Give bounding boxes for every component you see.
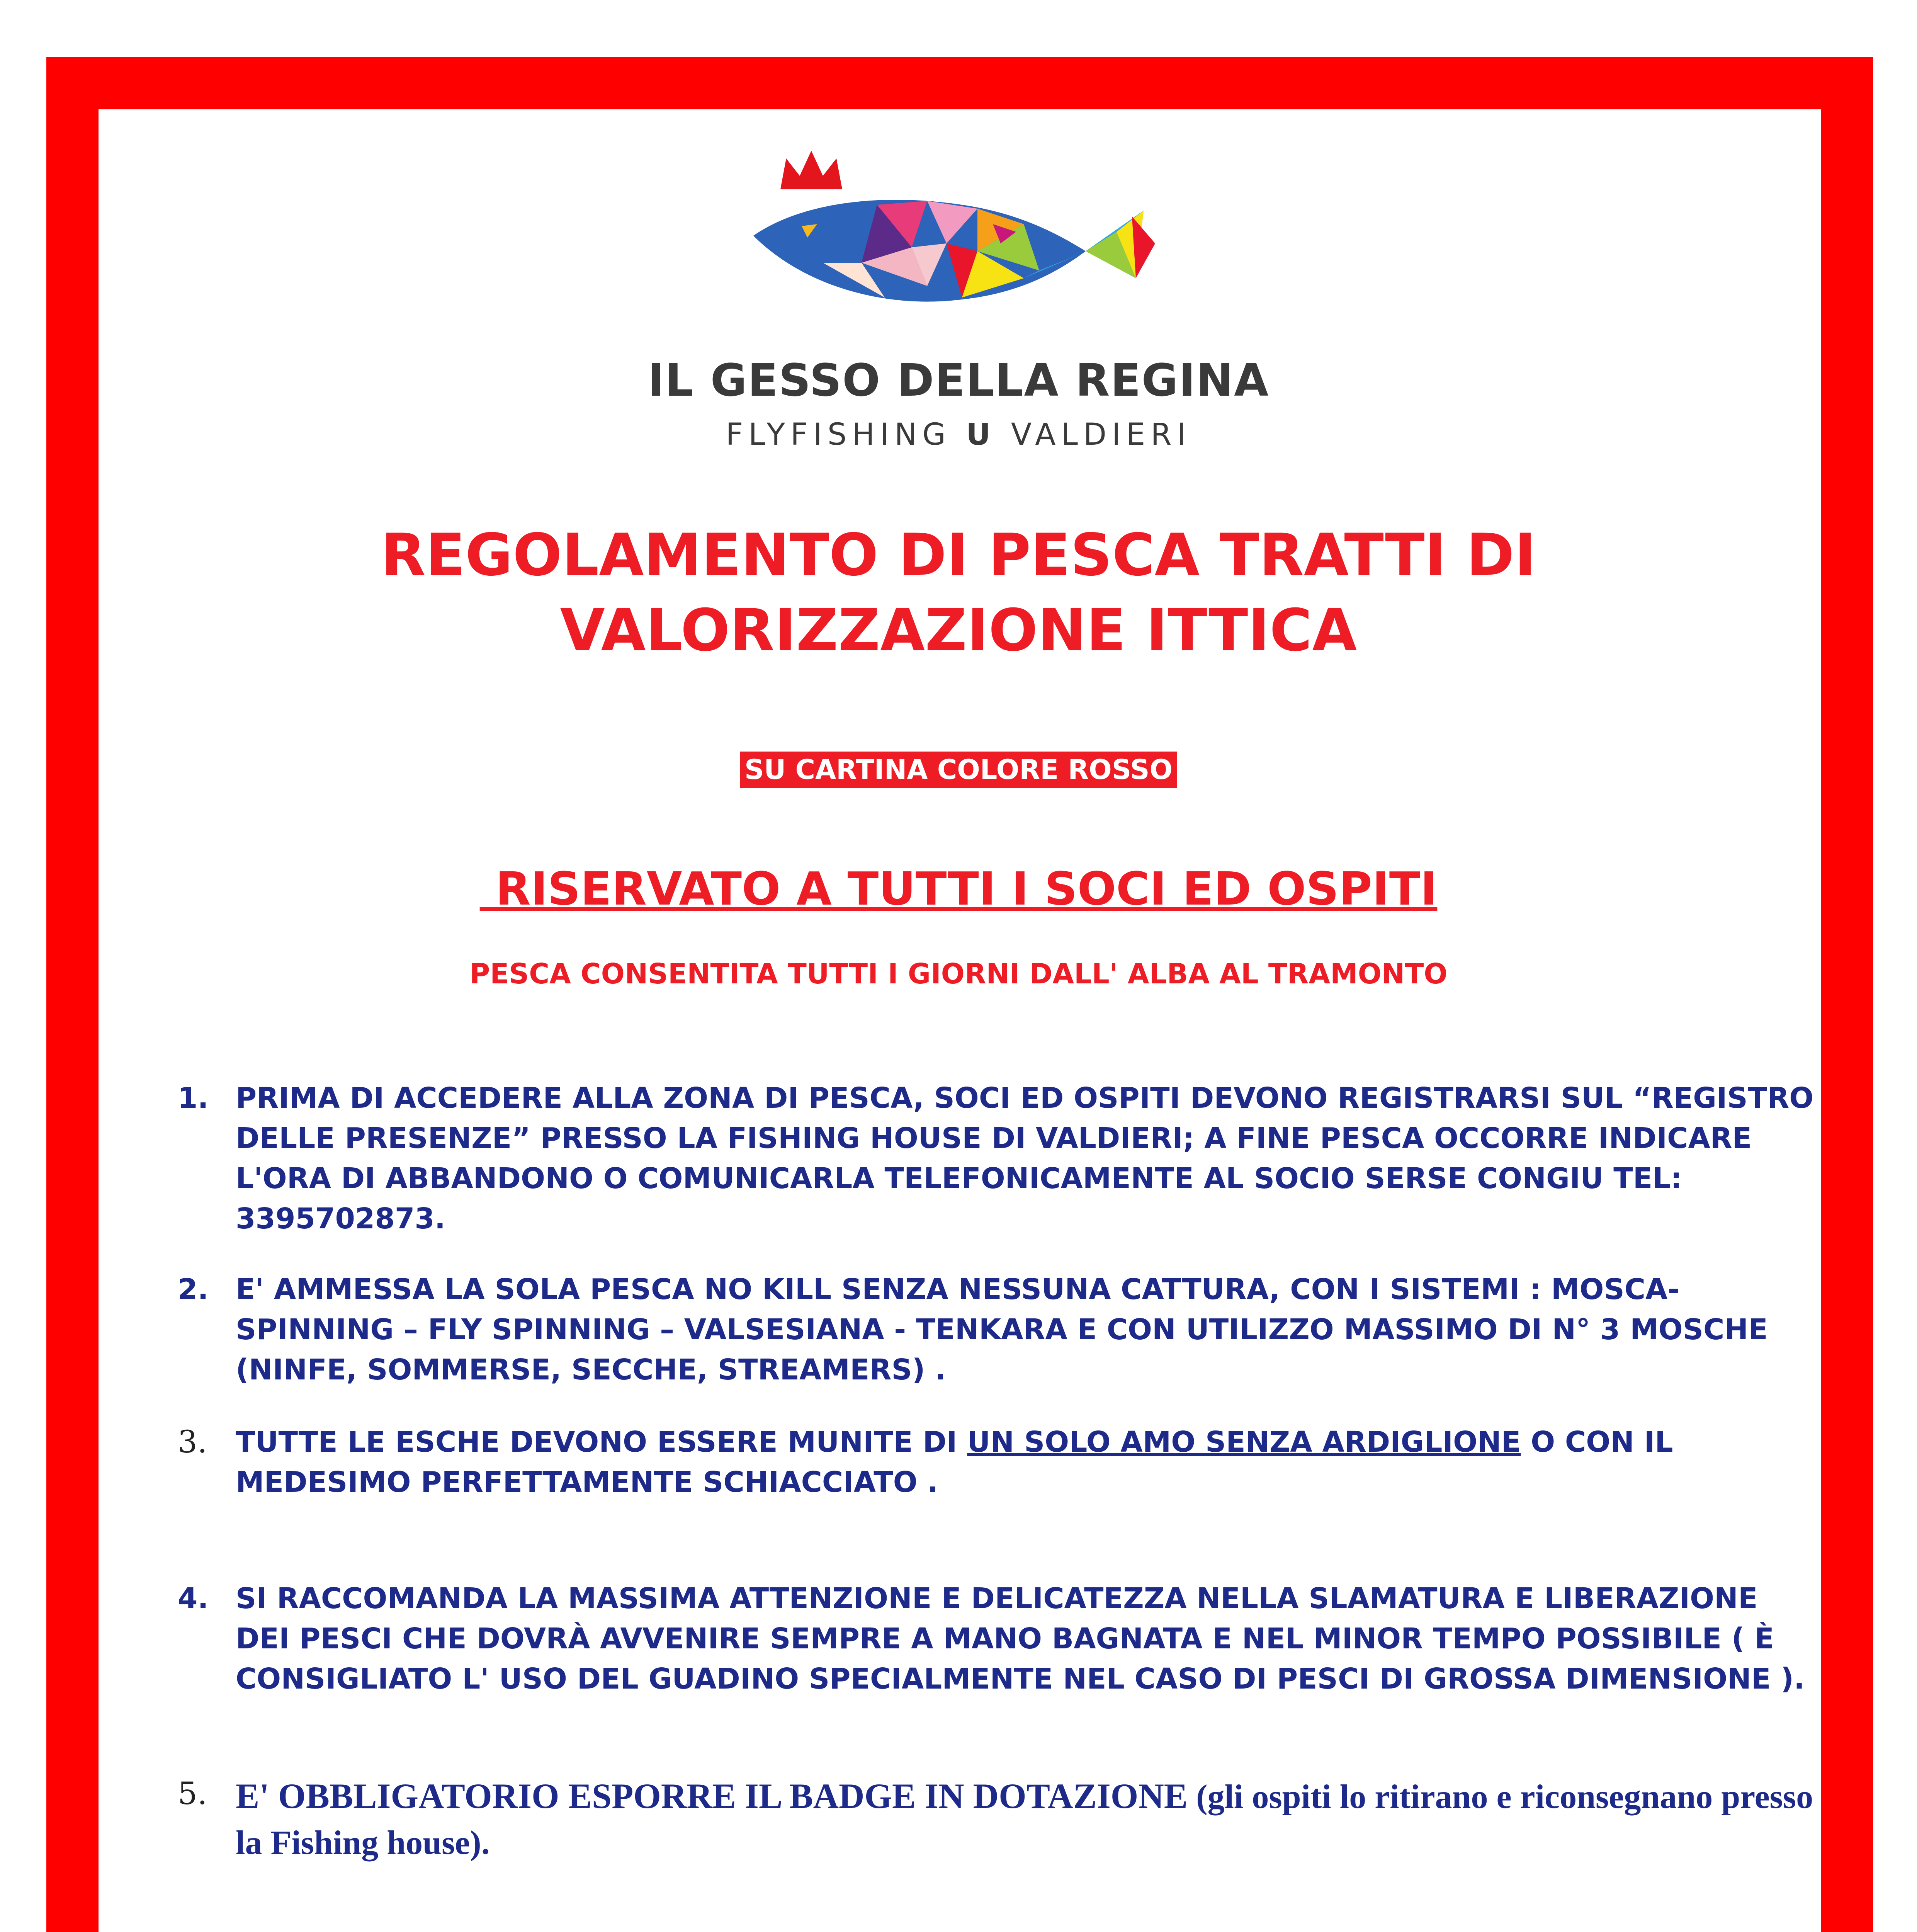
map-color-note — [0, 752, 1917, 788]
brand-tagline: FLYFISHING 𝗨 VALDIERI — [726, 417, 1191, 452]
fish-crown-logo — [746, 147, 1174, 340]
reserved-heading: RISERVATO A TUTTI I SOCI ED OSPITI — [479, 862, 1438, 915]
rule-number: 5. — [178, 1776, 207, 1811]
rule-4 — [178, 1578, 1820, 1699]
fishing-hours: PESCA CONSENTITA TUTTI I GIORNI DALL' ALBA AL TRAMONTO — [469, 957, 1448, 990]
rule-3 — [178, 1422, 1820, 1502]
crown-icon — [780, 151, 842, 189]
brand-name: IL GESSO DELLA REGINA — [647, 355, 1270, 406]
single-hook-emphasis: UN SOLO AMO SENZA ARDIGLIONE — [967, 1425, 1521, 1459]
rule-text: TUTTE LE ESCHE DEVONO ESSERE MUNITE DI UN SOLO AMO SENZA ARDIGLIONE O CON IL MEDESIMO PERFETTAMENTE SCHIACCIATO . — [236, 1425, 1673, 1499]
rule-text: SI RACCOMANDA LA MASSIMA ATTENZIONE E DELICATEZZA NELLA SLAMATURA E LIBERAZIONE DEI PESCI CHE DOVRÀ AVVENIRE SEMPRE A MANO BAGNATA E NEL MINOR TEMPO POSSIBILE ( È CONSIGLIATO L' USO DEL GUADINO SPECIALMENTE NEL CASO DI PESCI DI GROSSA DIMENSIONE ). — [236, 1582, 1805, 1696]
banner-text: SU CARTINA COLORE ROSSO — [740, 752, 1177, 788]
rule-number: 2. — [178, 1273, 209, 1306]
rule-2 — [178, 1269, 1820, 1390]
rule-number: 4. — [178, 1582, 209, 1615]
rule-text: E' OBBLIGATORIO ESPORRE IL BADGE IN DOTAZIONE (gli ospiti lo ritirano e riconsegnano presso la Fishing house). — [236, 1776, 1813, 1862]
rule-5 — [178, 1774, 1820, 1866]
rule-text: E' AMMESSA LA SOLA PESCA NO KILL SENZA NESSUNA CATTURA, CON I SISTEMI : MOSCA-SPINNING – FLY SPINNING – VALSESIANA - TENKARA E CON UTILIZZO MASSIMO DI N° 3 MOSCHE (NINFE, SOMMERSE, SECCHE, STREAMERS) . — [236, 1273, 1768, 1386]
fly-icon: 𝗨 — [966, 417, 996, 452]
rule-1 — [178, 1078, 1820, 1239]
rule-text: PRIMA DI ACCEDERE ALLA ZONA DI PESCA, SOCI ED OSPITI DEVONO REGISTRARSI SUL “REGISTRO DELLE PRESENZE” PRESSO LA FISHING HOUSE DI VALDIERI; A FINE PESCA OCCORRE INDICARE L'ORA DI ABBANDONO O COMUNICARLA TELEFONICAMENTE AL SOCIO SERSE CONGIU TEL: 3395702873. — [236, 1082, 1814, 1235]
rule-number: 3. — [178, 1424, 207, 1460]
page-title: REGOLAMENTO DI PESCA TRATTI DI VALORIZZAZIONE ITTICA — [381, 522, 1536, 664]
rule-number: 1. — [178, 1082, 209, 1115]
